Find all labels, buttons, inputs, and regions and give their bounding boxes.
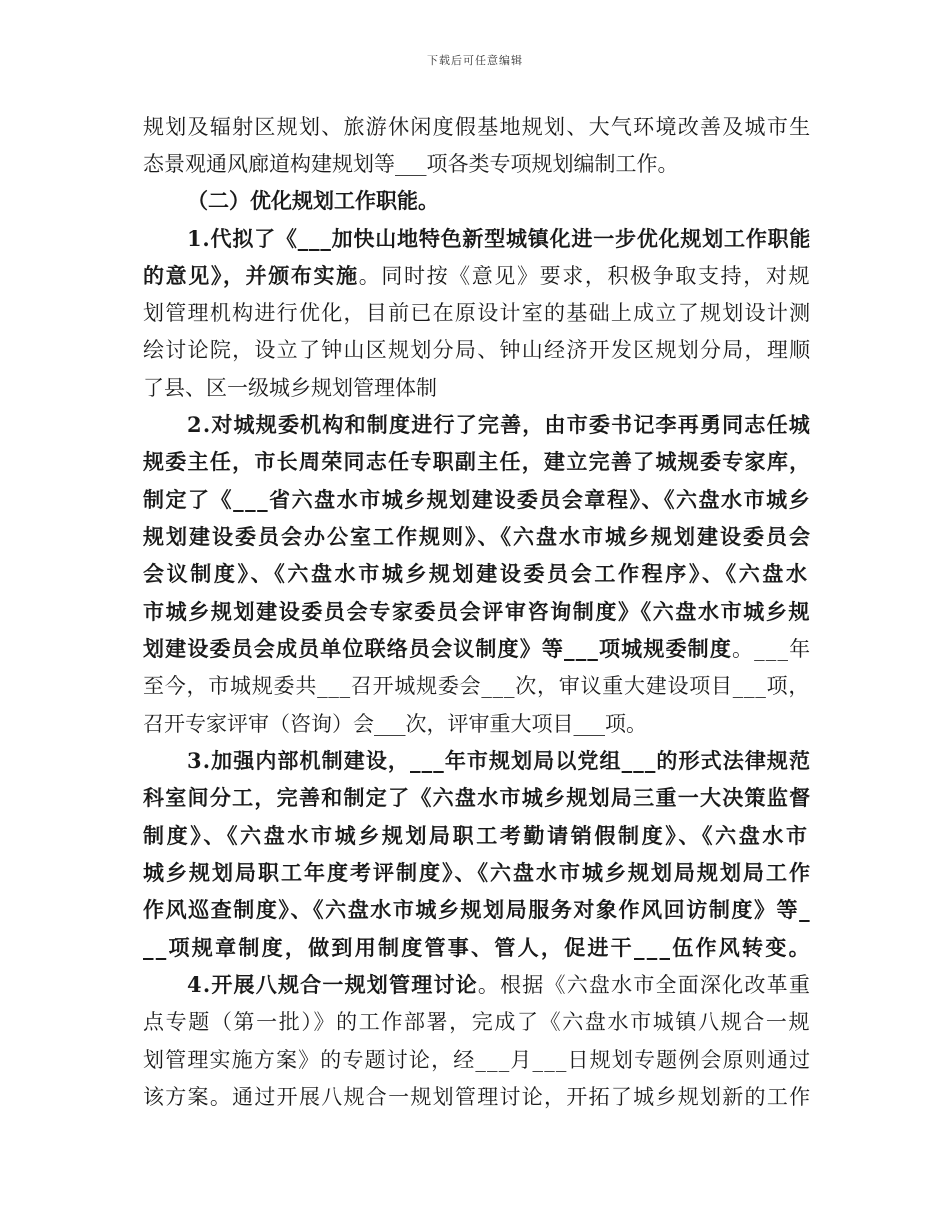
paragraph-line: 制度》、《六盘水市城乡规划局职工考勤请销假制度》、《六盘水市 bbox=[143, 823, 810, 848]
section-heading: （二）优化规划工作职能。 bbox=[187, 188, 439, 213]
paragraph-line: 划建设委员会成员单位联络员会议制度》等___项城规委制度。___年 bbox=[143, 636, 812, 661]
paragraph-line: 会议制度》、《六盘水市城乡规划建设委员会工作程序》、《六盘水 bbox=[143, 561, 810, 586]
page-header: 下载后可任意编辑 bbox=[427, 54, 523, 67]
paragraph-line: 划管理机构进行优化，目前已在原设计室的基础上成立了规划设计测 bbox=[143, 301, 812, 325]
paragraph-line: 了县、区一级城乡规划管理体制 bbox=[143, 376, 437, 400]
paragraph-line: 召开专家评审（咨询）会___次，评审重大项目___项。 bbox=[143, 712, 647, 736]
paragraph-line: 的意见》，并颁布实施。同时按《意见》要求，积极争取支持，对规 bbox=[143, 263, 812, 288]
paragraph-line: 点专题（第一批）》的工作部署，完成了《六盘水市城镇八规合一规 bbox=[143, 1010, 812, 1034]
paragraph-line: 划管理实施方案》的专题讨论，经___月___日规划专题例会原则通过 bbox=[143, 1048, 812, 1072]
paragraph-line: 至今，市城规委共___召开城规委会___次，审议重大建设项目___项， bbox=[143, 674, 811, 698]
paragraph-line: __项规章制度，做到用制度管事、管人，促进干___伍作风转变。 bbox=[143, 935, 812, 960]
paragraph-line: 规划建设委员会办公室工作规则》、《六盘水市城乡规划建设委员会 bbox=[143, 524, 812, 549]
paragraph-line: 4.开展八规合一规划管理讨论。根据《六盘水市全面深化改革重 bbox=[187, 972, 812, 997]
paragraph-line: 规划及辐射区规划、旅游休闲度假基地规划、大气环境改善及城市生 bbox=[143, 115, 812, 139]
paragraph-line: 城乡规划局职工年度考评制度》、《六盘水市城乡规划局规划局工作 bbox=[143, 860, 812, 885]
paragraph-line: 2.对城规委机构和制度进行了完善，由市委书记李再勇同志任城 bbox=[187, 412, 812, 437]
paragraph-line: 该方案。通过开展八规合一规划管理讨论，开拓了城乡规划新的工作 bbox=[143, 1085, 812, 1109]
paragraph-line: 制定了《___省六盘水市城乡规划建设委员会章程》、《六盘水市城乡 bbox=[143, 487, 812, 512]
paragraph-line: 作风巡查制度》、《六盘水市城乡规划局服务对象作风回访制度》等_ bbox=[143, 897, 812, 922]
paragraph-line: 3.加强内部机制建设，___年市规划局以党组___的形式法律规范 bbox=[187, 748, 812, 773]
paragraph-line: 1.代拟了《___加快山地特色新型城镇化进一步优化规划工作职能 bbox=[187, 226, 812, 251]
paragraph-line: 规委主任，市长周荣同志任专职副主任，建立完善了城规委专家库， bbox=[143, 449, 812, 474]
paragraph-line: 态景观通风廊道构建规划等___项各类专项规划编制工作。 bbox=[143, 152, 679, 176]
paragraph-line: 市城乡规划建设委员会专家委员会评审咨询制度》《六盘水市城乡规 bbox=[143, 599, 812, 624]
paragraph-line: 科室间分工，完善和制定了《六盘水市城乡规划局三重一大决策监督 bbox=[143, 785, 812, 810]
paragraph-line: 绘讨论院，设立了钟山区规划分局、钟山经济开发区规划分局，理顺 bbox=[143, 338, 812, 362]
